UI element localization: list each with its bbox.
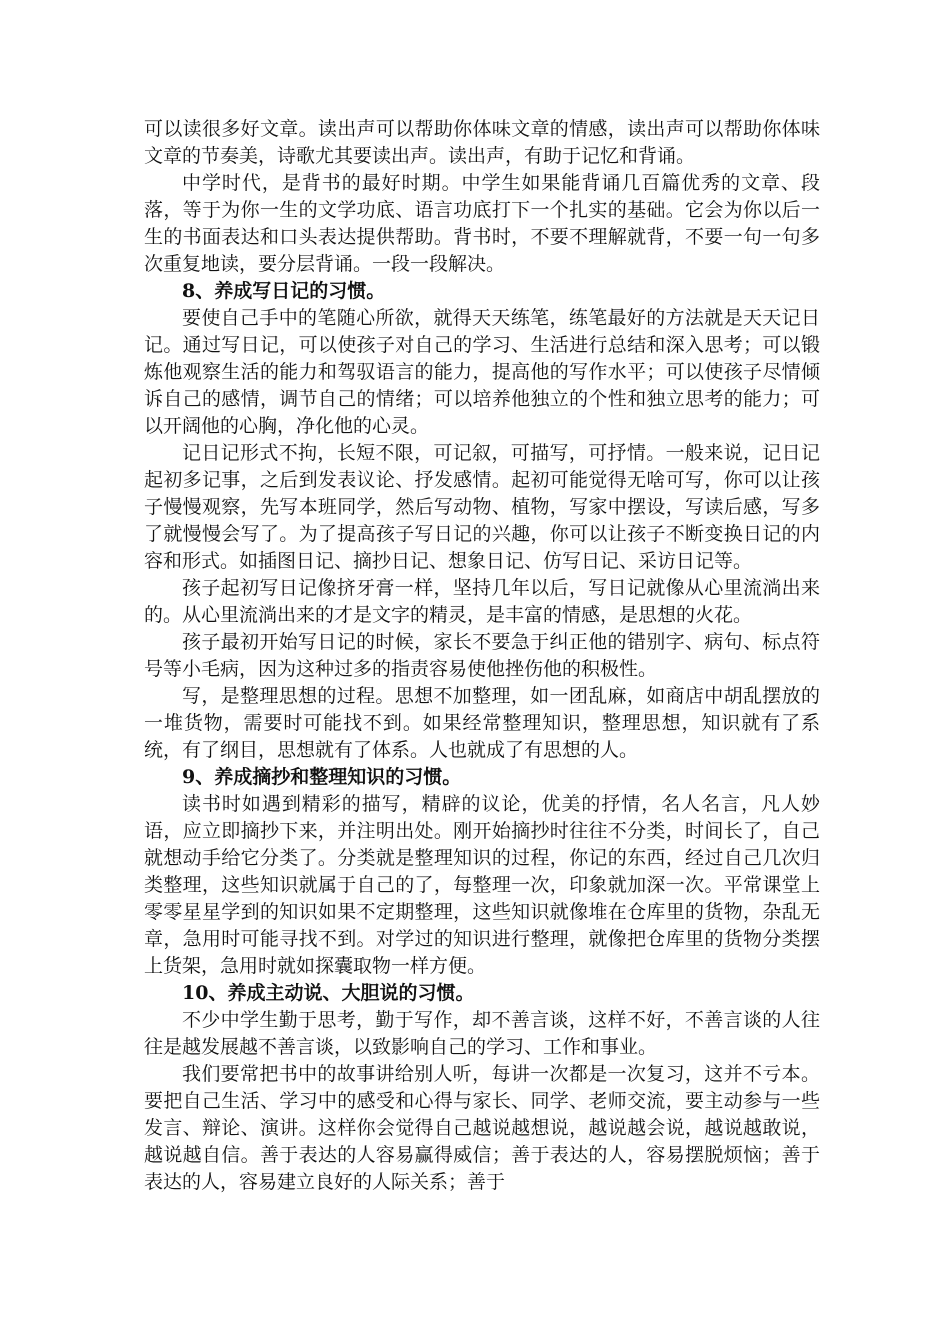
section-heading-9-excerpts: 9、养成摘抄和整理知识的习惯。 [182, 766, 462, 788]
paragraph-memorization: 中学时代，是背书的最好时期。中学生如果能背诵几百篇优秀的文章、段落，等于为你一生的文学功底、语言功底打下一个扎实的基础。它会为你以后一生的书面表达和口头表达提供帮助。背书时，不要不理解就背，不要一句一句多次重复地读，要分层背诵。一段一段解决。 [144, 172, 820, 275]
paragraph-speaking-practice: 我们要常把书中的故事讲给别人听，每讲一次都是一次复习，这并不亏本。要把自己生活、学习中的感受和心得与家长、同学、老师交流，要主动参与一些发言、辩论、演讲。这样你会觉得自己越说越想说，越说越会说，越说越敢说，越说越自信。善于表达的人容易赢得威信；善于表达的人，容易摆脱烦恼；善于表达的人，容易建立良好的人际关系；善于 [144, 1063, 820, 1193]
paragraph-excerpt-organizing: 读书时如遇到精彩的描写，精辟的议论，优美的抒情，名人名言，凡人妙语，应立即摘抄下来，并注明出处。刚开始摘抄时往往不分类，时间长了，自己就想动手给它分类了。分类就是整理知识的过程，你记的东西，经过自己几次归类整理，这些知识就属于自己的了，每整理一次，印象就加深一次。平常课堂上零零星星学到的知识如果不定期整理，这些知识就像堆在仓库里的货物，杂乱无章，急用时可能寻找不到。对学过的知识进行整理，就像把仓库里的货物分类摆上货架，急用时就如探囊取物一样方便。 [144, 793, 820, 977]
paragraph-diary-benefits: 要使自己手中的笔随心所欲，就得天天练笔，练笔最好的方法就是天天记日记。通过写日记，可以使孩子对自己的学习、生活进行总结和深入思考；可以锻炼他观察生活的能力和驾驭语言的能力，提高他的写作水平；可以使孩子尽情倾诉自己的感情，调节自己的情绪；可以培养他独立的个性和独立思考的能力；可以开阔他的心胸，净化他的心灵。 [144, 307, 820, 437]
paragraph-speaking-problem: 不少中学生勤于思考，勤于写作，却不善言谈，这样不好，不善言谈的人往往是越发展越不善言谈，以致影响自己的学习、工作和事业。 [144, 1009, 820, 1058]
paragraph-diary-parents: 孩子最初开始写日记的时候，家长不要急于纠正他的错别字、病句、标点符号等小毛病，因为这种过多的指责容易使他挫伤他的积极性。 [144, 631, 820, 680]
document-page [144, 116, 820, 1196]
section-heading-8-diary: 8、养成写日记的习惯。 [182, 280, 386, 302]
paragraph-writing-organizing: 写，是整理思想的过程。思想不加整理，如一团乱麻，如商店中胡乱摆放的一堆货物，需要时可能找不到。如果经常整理知识，整理思想，知识就有了系统，有了纲目，思想就有了体系。人也就成了有思想的人。 [144, 685, 820, 761]
paragraph-reading-aloud-continued: 可以读很多好文章。读出声可以帮助你体味文章的情感，读出声可以帮助你体味文章的节奏美，诗歌尤其要读出声。读出声，有助于记忆和背诵。 [144, 118, 820, 167]
section-heading-10-speaking: 10、养成主动说、大胆说的习惯。 [182, 982, 475, 1004]
paragraph-diary-toothpaste: 孩子起初写日记像挤牙膏一样，坚持几年以后，写日记就像从心里流淌出来的。从心里流淌出来的才是文字的精灵，是丰富的情感，是思想的火花。 [144, 577, 820, 626]
paragraph-diary-forms: 记日记形式不拘，长短不限，可记叙，可描写，可抒情。一般来说，记日记起初多记事，之后到发表议论、抒发感情。起初可能觉得无啥可写，你可以让孩子慢慢观察，先写本班同学，然后写动物、植物，写家中摆设，写读后感，写多了就慢慢会写了。为了提高孩子写日记的兴趣，你可以让孩子不断变换日记的内容和形式。如插图日记、摘抄日记、想象日记、仿写日记、采访日记等。 [144, 442, 820, 572]
